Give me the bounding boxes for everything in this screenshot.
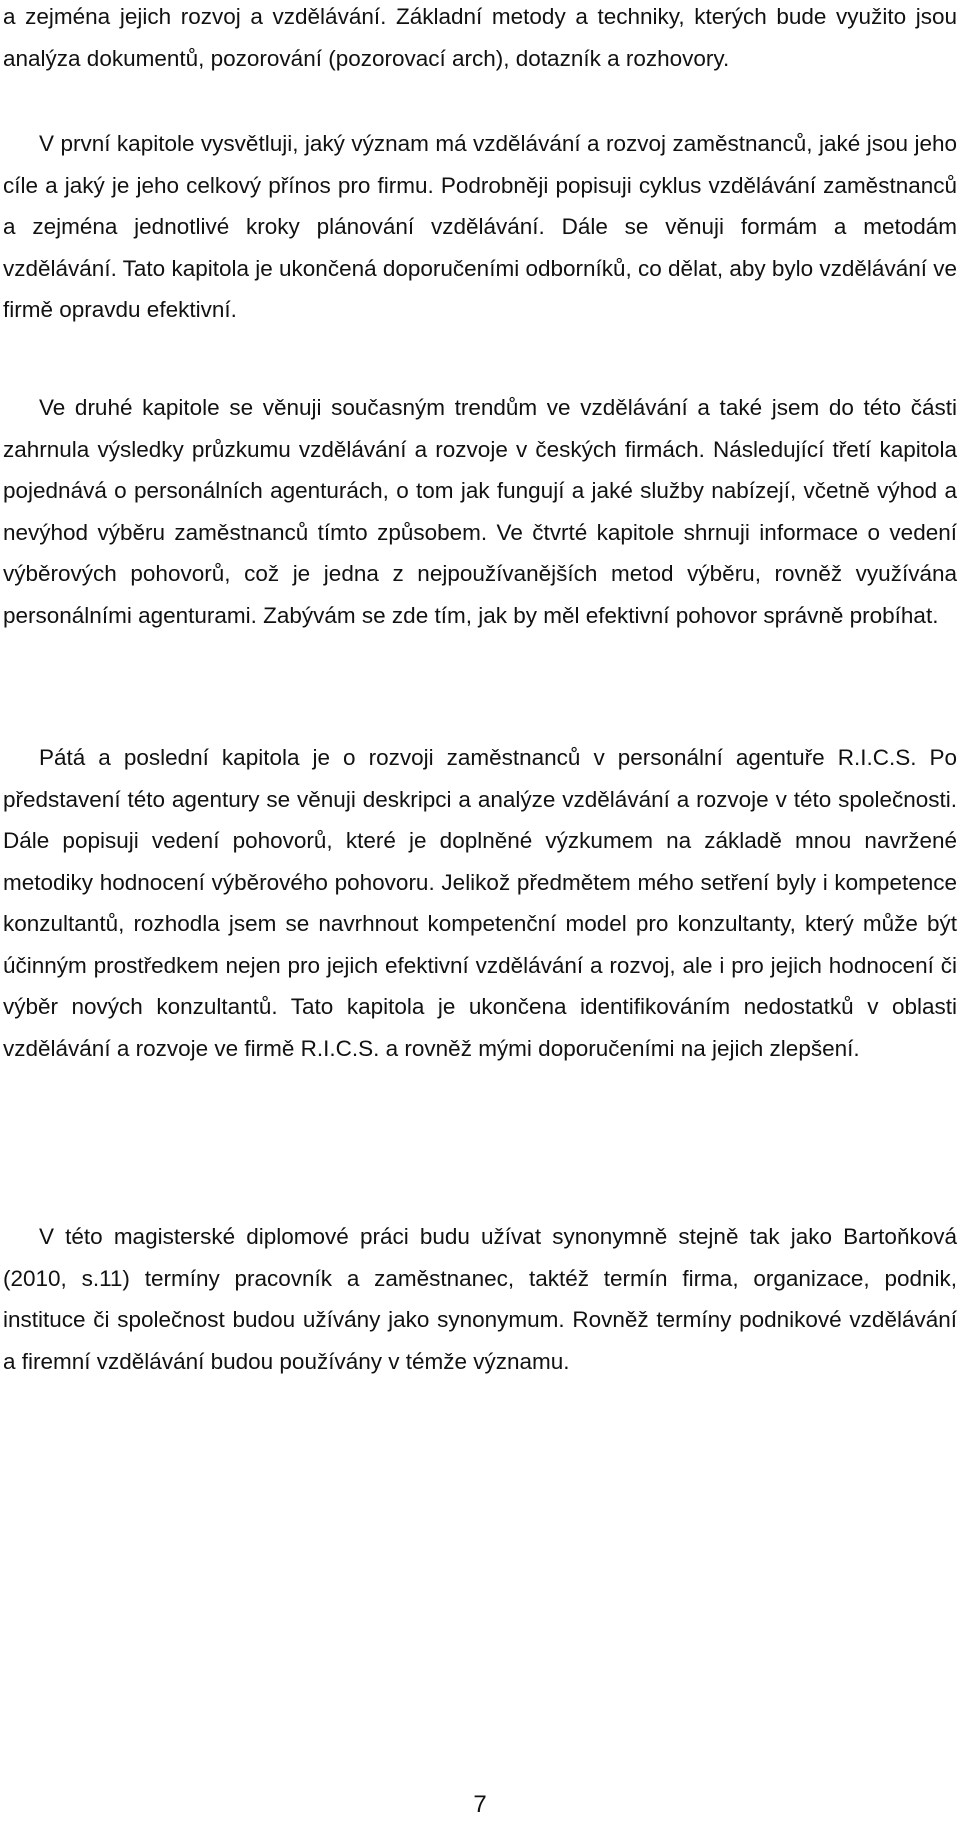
paragraph-chapter-one: V první kapitole vysvětluji, jaký význam má vzdělávání a rozvoj zaměstnanců, jaké jsou jeho cíle a jaký je jeho celkový přínos pro firmu. Podrobněji popisuji cyklus vzdělávání zaměstnanců a zejména jednotlivé kroky plánování vzdělávání. Dále se věnuji formám a metodám vzdělávání. Tato kapitola je ukončená doporučeními odborníků, co dělat, aby bylo vzdělávání ve firmě opravdu efektivní. xyxy=(3,131,957,322)
page-number: 7 xyxy=(473,1791,487,1818)
paragraph-chapters-two-to-four: Ve druhé kapitole se věnuji současným trendům ve vzdělávání a také jsem do této části zahrnula výsledky průzkumu vzdělávání a rozvoje v českých firmách. Následující třetí kapitola pojednává o personálních agenturách, o tom jak fungují a jaké služby nabízejí, včetně výhod a nevýhod výběru zaměstnanců tímto způsobem. Ve čtvrté kapitole shrnuji informace o vedení výběrových pohovorů, což je jedna z nejpoužívanějších metod výběru, rovněž využívána personálními agenturami. Zabývám se zde tím, jak by měl efektivní pohovor správně probíhat. xyxy=(3,395,957,628)
paragraph-chapter-five: Pátá a poslední kapitola je o rozvoji zaměstnanců v personální agentuře R.I.C.S. Po představení této agentury se věnuji deskripci a analýze vzdělávání a rozvoje v této společnosti. Dále popisuji vedení pohovorů, které je doplněné výzkumem na základě mnou navržené metodiky hodnocení výběrového pohovoru. Jelikož předmětem mého setření byly i kompetence konzultantů, rozhodla jsem se navrhnout kompetenční model pro konzultanty, který může být účinným prostředkem nejen pro jejich efektivní vzdělávání a rozvoj, ale i pro jejich hodnocení či výběr nových konzultantů. Tato kapitola je ukončena identifikováním nedostatků v oblasti vzdělávání a rozvoje ve firmě R.I.C.S. a rovněž mými doporučeními na jejich zlepšení. xyxy=(3,745,957,1061)
paragraph-intro-continuation: a zejména jejich rozvoj a vzdělávání. Základní metody a techniky, kterých bude využito jsou analýza dokumentů, pozorování (pozorovací arch), dotazník a rozhovory. xyxy=(3,4,957,71)
paragraph-terminology: V této magisterské diplomové práci budu užívat synonymně stejně tak jako Bartoňková (2010, s.11) termíny pracovník a zaměstnanec, taktéž termín firma, organizace, podnik, instituce či společnost budou užívány jako synonymum. Rovněž termíny podnikové vzdělávání a firemní vzdělávání budou používány v témže významu. xyxy=(3,1224,957,1374)
